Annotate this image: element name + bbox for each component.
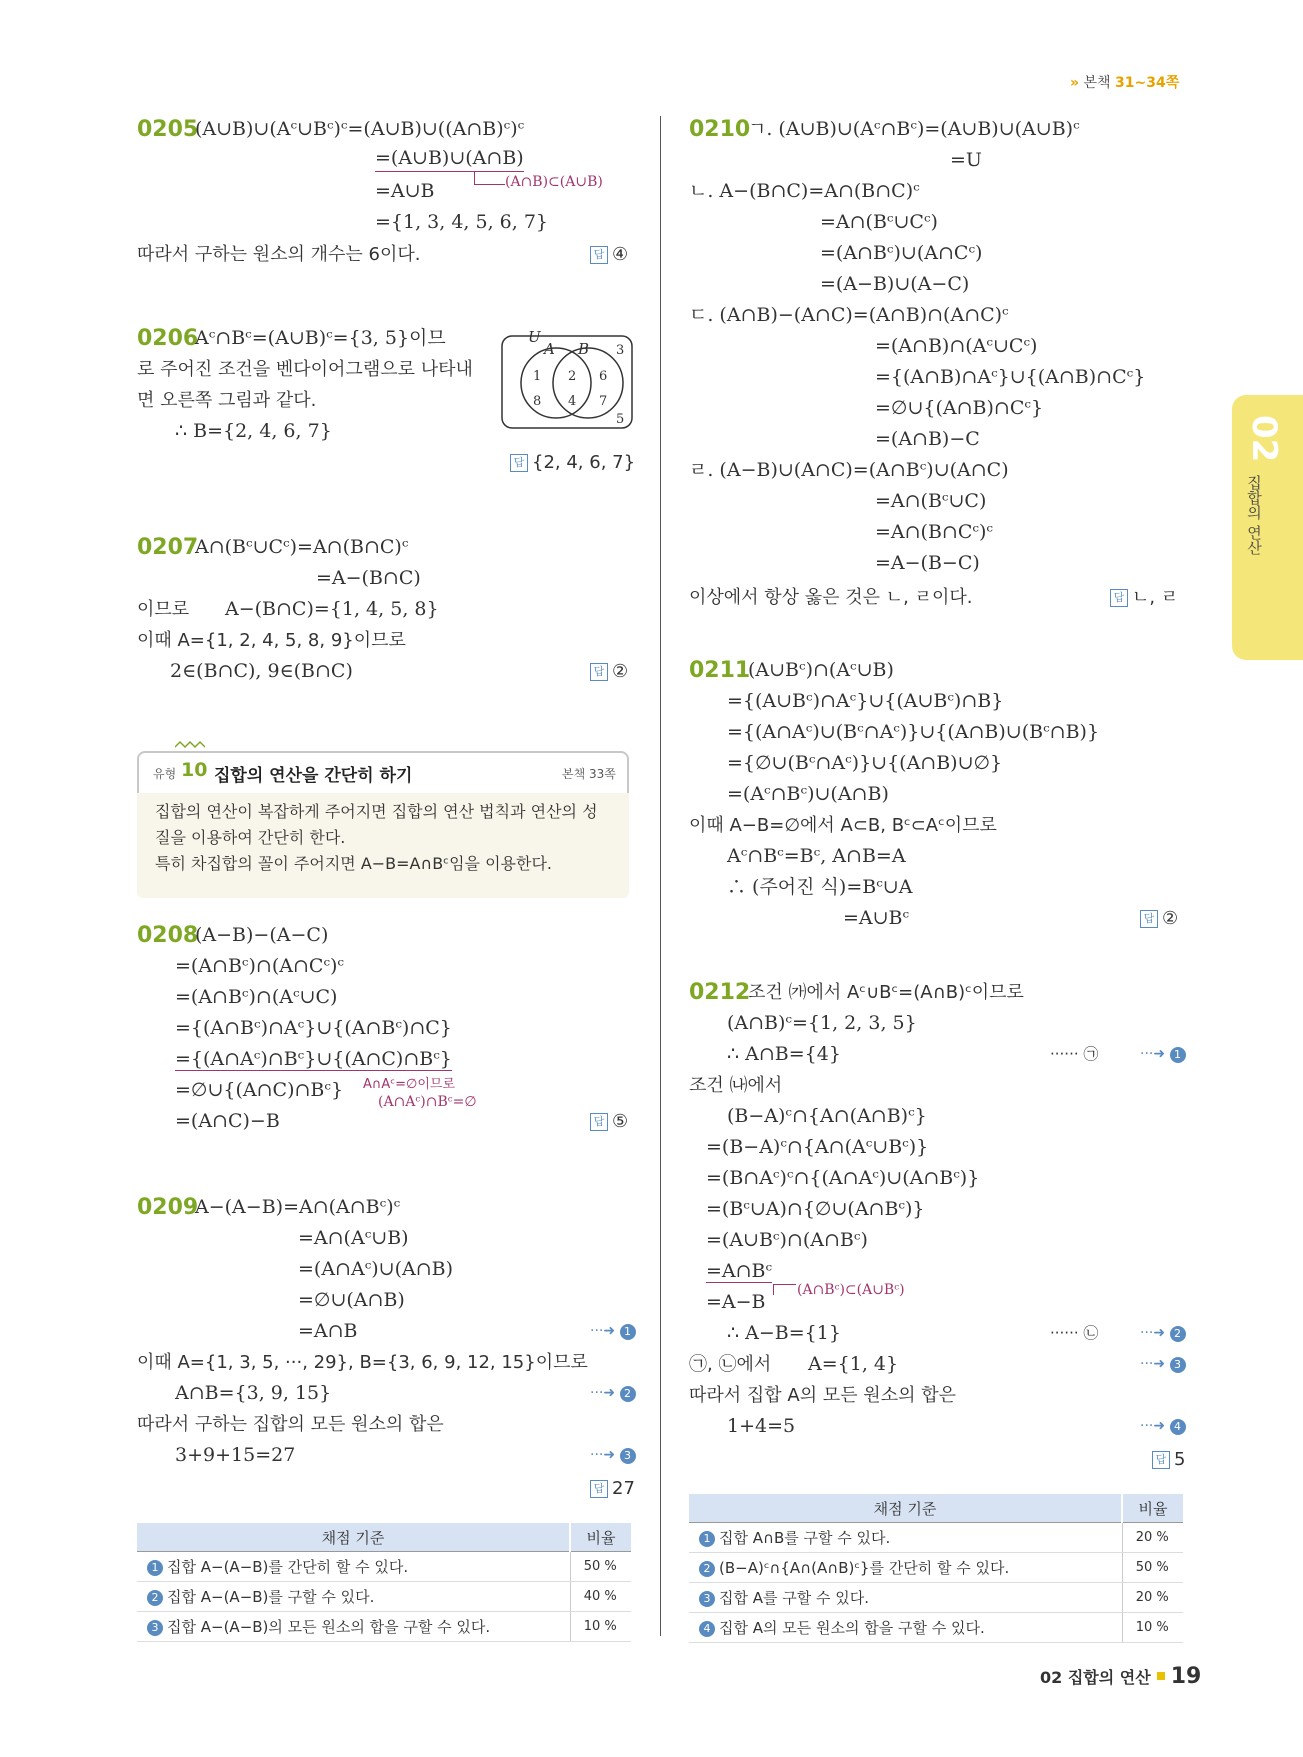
line: 로 주어진 조건을 벤다이어그램으로 나타내 <box>137 359 473 380</box>
mark: ······ ㉠ <box>1050 1045 1099 1063</box>
line: =A∩B <box>298 1320 358 1342</box>
step-marker: ···➜ 1 <box>1140 1039 1186 1070</box>
zigzag-icon <box>175 739 205 751</box>
line: =A∩Bᶜ <box>706 1260 773 1282</box>
line: 이때 A={1, 2, 4, 5, 8, 9}이므로 <box>137 630 406 651</box>
line: =(A∩Aᶜ)∪(A∩B) <box>298 1258 454 1280</box>
line: ∴ B={2, 4, 6, 7} <box>175 420 332 442</box>
line: Aᶜ∩Bᶜ=(A∪B)ᶜ={3, 5}이므 <box>195 327 446 349</box>
line: ㄴ. A−(B∩C)=A∩(B∩C)ᶜ <box>689 180 920 202</box>
answer: 답 27 <box>590 1473 635 1504</box>
note-bracket <box>773 1284 796 1295</box>
note-bracket <box>474 172 505 185</box>
line: 이때 A={1, 3, 5, ···, 29}, B={3, 6, 9, 12, 15}이므로 <box>137 1352 588 1373</box>
line: 이므로 <box>137 599 190 620</box>
scoring-table: 채점 기준 비율 1 집합 A∩B를 구할 수 있다. 20 % 2 (B−A)ᶜ∩{A∩(A∩B)ᶜ}를 간단히 할 수 있다. 50 % 3 집합 A를 구할 수 있다. 20 % 4 집합 A의 모든 원소의 합을 구할 수 있다. 10 % <box>689 1494 1183 1643</box>
line: A−(B∩C)={1, 4, 5, 8} <box>225 598 439 620</box>
line: (A−B)−(A−C) <box>195 924 329 946</box>
answer: 답 5 <box>1152 1444 1185 1475</box>
line: =A−(B∩C) <box>316 567 421 589</box>
problem-number: 0212 <box>689 980 751 1005</box>
venn-diagram <box>500 328 635 433</box>
mark: ······ ㉡ <box>1050 1324 1099 1342</box>
table-row: 1 집합 A∩B를 구할 수 있다. 20 % <box>689 1523 1183 1553</box>
line: (A∪Bᶜ)∩(Aᶜ∪B) <box>748 659 894 681</box>
line: =A∪B <box>375 180 435 202</box>
type-number: 10 <box>181 759 208 781</box>
svg-text:3: 3 <box>616 343 625 358</box>
line: 1+4=5 <box>727 1415 796 1437</box>
line: =(Aᶜ∩Bᶜ)∪(A∩B) <box>727 783 889 805</box>
line: =A∪Bᶜ <box>843 907 910 929</box>
answer: 답 ⑤ <box>590 1106 628 1137</box>
line: 따라서 집합 A의 모든 원소의 합은 <box>689 1385 956 1406</box>
line: ∴ A−B={1} <box>727 1322 841 1344</box>
venn-U: U <box>528 328 541 346</box>
chapter-side-tab <box>1232 395 1303 660</box>
answer: 답 ㄴ, ㄹ <box>1110 582 1178 613</box>
line: =A∩(Aᶜ∪B) <box>298 1227 409 1249</box>
svg-text:2: 2 <box>568 369 577 384</box>
step-marker: ···➜ 3 <box>1140 1349 1186 1380</box>
line: (A∩B)ᶜ={1, 2, 3, 5} <box>727 1012 917 1034</box>
line: A∩B={3, 9, 15} <box>175 1382 332 1404</box>
venn-A: A <box>544 340 555 358</box>
chapter-number: 02 <box>1244 415 1284 463</box>
type-ref: 본책 33쪽 <box>562 767 616 781</box>
table-row: 3 집합 A−(A−B)의 모든 원소의 합을 구할 수 있다. 10 % <box>137 1612 631 1642</box>
step-marker: ···➜ 2 <box>1140 1318 1186 1349</box>
type-header: 유형 10 집합의 연산을 간단히 하기 본책 33쪽 <box>137 751 629 793</box>
line: =A−(B−C) <box>875 552 980 574</box>
line: =∅∪(A∩B) <box>298 1289 405 1311</box>
answer-icon: 답 <box>590 246 608 264</box>
line: 면 오른쪽 그림과 같다. <box>137 390 317 411</box>
table-row: 4 집합 A의 모든 원소의 합을 구할 수 있다. 10 % <box>689 1613 1183 1643</box>
answer: 답 ② <box>590 656 628 687</box>
page-footer: 02 집합의 연산 19 <box>1040 1664 1202 1689</box>
answer: 답 ② <box>1140 903 1178 934</box>
problem-number: 0211 <box>689 658 751 683</box>
step-marker: ···➜ 3 <box>590 1440 636 1471</box>
line: ={(A∩Bᶜ)∩Aᶜ}∪{(A∩Bᶜ)∩C} <box>175 1017 452 1039</box>
line: 조건 ㈎에서 Aᶜ∪Bᶜ=(A∩B)ᶜ이므로 <box>748 982 1024 1003</box>
step-marker: ···➜ 2 <box>590 1378 636 1409</box>
table-row: 1 집합 A−(A−B)를 간단히 할 수 있다. 50 % <box>137 1552 631 1582</box>
line: ㄱ. (A∪B)∪(Aᶜ∩Bᶜ)=(A∪B)∪(A∪B)ᶜ <box>748 118 1080 140</box>
svg-text:5: 5 <box>616 412 625 427</box>
answer: 답 {2, 4, 6, 7} <box>510 447 635 478</box>
note: (A∩Aᶜ)∩Bᶜ=∅ <box>378 1094 477 1110</box>
line: 이때 A−B=∅에서 A⊂B, Bᶜ⊂Aᶜ이므로 <box>689 815 997 836</box>
line: =(A∩B)−C <box>875 428 980 450</box>
line: =(A−B)∪(A−C) <box>820 273 970 295</box>
problem-0205 <box>137 114 198 145</box>
svg-text:6: 6 <box>599 369 608 384</box>
table-row: 3 집합 A를 구할 수 있다. 20 % <box>689 1583 1183 1613</box>
line: A={1, 4} <box>808 1353 899 1375</box>
line: 조건 ㈏에서 <box>689 1075 783 1096</box>
type-box <box>137 751 629 898</box>
line: ={∅∪(Bᶜ∩Aᶜ)}∪{(A∩B)∪∅} <box>727 752 1003 774</box>
line: =U <box>950 149 982 171</box>
line: =(A∪Bᶜ)∩(A∩Bᶜ) <box>706 1229 868 1251</box>
line: ={(A∩B)∩Aᶜ}∪{(A∩B)∩Cᶜ} <box>875 366 1146 388</box>
line: =∅∪{(A∩B)∩Cᶜ} <box>875 397 1044 419</box>
line: =A∩(Bᶜ∪C) <box>875 490 987 512</box>
line: ㄷ. (A∩B)−(A∩C)=(A∩B)∩(A∩C)ᶜ <box>689 304 1009 326</box>
type-body: 집합의 연산이 복잡하게 주어지면 집합의 연산 법칙과 연산의 성 질을 이용하여 간단히 한다. 특히 차집합의 꼴이 주어지면 A−B=A∩Bᶜ임을 이용한다. <box>137 793 629 898</box>
problem-number: 0206 <box>137 326 199 351</box>
problem-number: 0208 <box>137 923 199 948</box>
line: ={1, 3, 4, 5, 6, 7} <box>375 211 549 233</box>
line: =(A∩Bᶜ)∪(A∩Cᶜ) <box>820 242 983 264</box>
svg-text:1: 1 <box>533 369 542 384</box>
line: =(A∪B)∪(A∩B) <box>375 145 524 172</box>
line: =(B−A)ᶜ∩{A∩(Aᶜ∪Bᶜ)} <box>706 1136 929 1158</box>
line: ㉠, ㉡에서 <box>689 1354 772 1375</box>
line: =(A∩Bᶜ)∩(A∩Cᶜ)ᶜ <box>175 955 345 977</box>
problem-number: 0205 <box>137 117 199 142</box>
line: (B−A)ᶜ∩{A∩(A∩B)ᶜ} <box>727 1105 927 1127</box>
problem-number: 0207 <box>137 535 199 560</box>
column-divider <box>660 116 661 1636</box>
line: =(Bᶜ∪A)∩{∅∪(A∩Bᶜ)} <box>706 1198 925 1220</box>
footer-square-icon <box>1157 1672 1165 1680</box>
step-marker: ···➜ 4 <box>1140 1411 1186 1442</box>
line: 2∈(B∩C), 9∈(B∩C) <box>170 660 353 682</box>
line: ={(A∩Aᶜ)∩Bᶜ}∪{(A∩C)∩Bᶜ} <box>175 1048 452 1070</box>
table-row: 2 (B−A)ᶜ∩{A∩(A∩B)ᶜ}를 간단히 할 수 있다. 50 % <box>689 1553 1183 1583</box>
line: =A∩(B∩Cᶜ)ᶜ <box>875 521 993 543</box>
svg-text:4: 4 <box>568 394 577 409</box>
line: Aᶜ∩Bᶜ=Bᶜ, A∩B=A <box>727 845 906 867</box>
note: A∩Aᶜ=∅이므로 <box>363 1077 456 1092</box>
line: A−(A−B)=A∩(A∩Bᶜ)ᶜ <box>195 1196 401 1218</box>
line: ∴ A∩B={4} <box>727 1043 841 1065</box>
line: ={(A∩Aᶜ)∪(Bᶜ∩Aᶜ)}∪{(A∩B)∪(Bᶜ∩B)} <box>727 721 1100 743</box>
line: =(A∩C)−B <box>175 1110 280 1132</box>
svg-text:8: 8 <box>533 394 542 409</box>
page-number: 19 <box>1170 1664 1202 1689</box>
line: =∅∪{(A∩C)∩Bᶜ} <box>175 1079 344 1101</box>
note: (A∩B)⊂(A∪B) <box>505 174 603 190</box>
type-title: 집합의 연산을 간단히 하기 <box>214 766 413 786</box>
answer: 답 ④ <box>590 239 628 270</box>
line: ∴ (주어진 식)=Bᶜ∪A <box>727 876 913 898</box>
conclusion: 이상에서 항상 옳은 것은 ㄴ, ㄹ이다. <box>689 587 973 608</box>
line: =A∩(Bᶜ∪Cᶜ) <box>820 211 938 233</box>
line: =A−B <box>706 1291 766 1313</box>
problem-number: 0210 <box>689 117 751 142</box>
venn-B: B <box>578 340 590 358</box>
scoring-table: 채점 기준 비율 1 집합 A−(A−B)를 간단히 할 수 있다. 50 % 2 집합 A−(A−B)를 구할 수 있다. 40 % 3 집합 A−(A−B)의 모든 원소의 합을 구할 수 있다. 10 % <box>137 1523 631 1642</box>
line: =(A∩Bᶜ)∩(Aᶜ∪C) <box>175 986 338 1008</box>
line: =(A∩B)∩(Aᶜ∪Cᶜ) <box>875 335 1038 357</box>
table-row: 2 집합 A−(A−B)를 구할 수 있다. 40 % <box>137 1582 631 1612</box>
svg-text:7: 7 <box>599 394 608 409</box>
line: =(B∩Aᶜ)ᶜ∩{(A∩Aᶜ)∪(A∩Bᶜ)} <box>706 1167 980 1189</box>
chapter-title: 집합의 연산 <box>1245 475 1263 555</box>
line: 3+9+15=27 <box>175 1444 296 1466</box>
step-marker: ···➜ 1 <box>590 1316 636 1347</box>
line: ={(A∪Bᶜ)∩Aᶜ}∪{(A∪Bᶜ)∩B} <box>727 690 1004 712</box>
note: (A∩Bᶜ)⊂(A∪Bᶜ) <box>797 1282 905 1298</box>
page-header: » 본책 31~34쪽 <box>1070 75 1180 91</box>
line: 따라서 구하는 집합의 모든 원소의 합은 <box>137 1414 444 1435</box>
line: ㄹ. (A−B)∪(A∩C)=(A∩Bᶜ)∪(A∩C) <box>689 459 1009 481</box>
conclusion: 따라서 구하는 원소의 개수는 6이다. <box>137 244 421 265</box>
line: A∩(Bᶜ∪Cᶜ)=A∩(B∩C)ᶜ <box>195 536 409 558</box>
line: (A∪B)∪(Aᶜ∪Bᶜ)ᶜ=(A∪B)∪((A∩B)ᶜ)ᶜ <box>195 118 525 140</box>
problem-number: 0209 <box>137 1195 199 1220</box>
